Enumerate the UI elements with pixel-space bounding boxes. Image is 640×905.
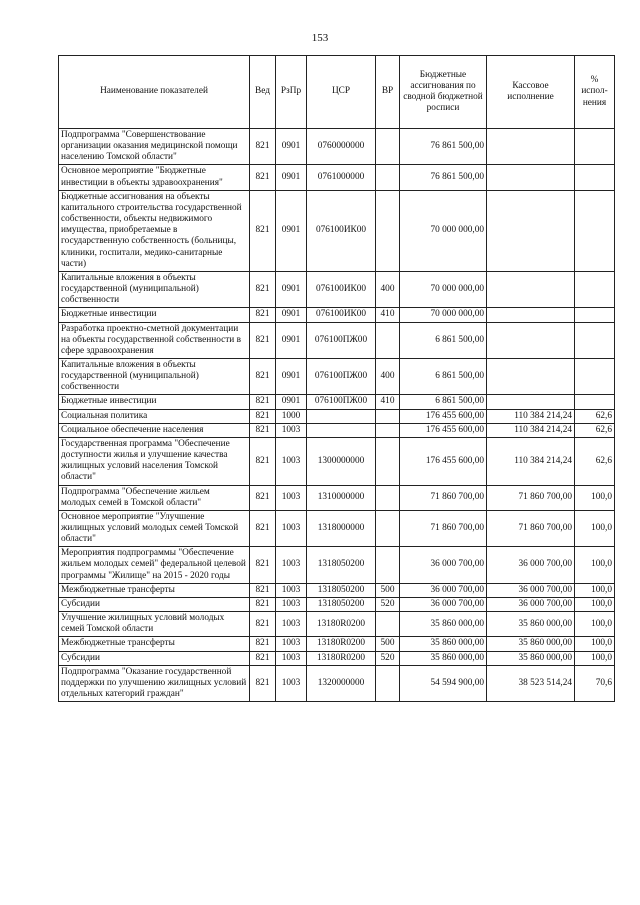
row-csr: 1310000000 bbox=[307, 485, 376, 510]
table-row bbox=[59, 651, 615, 665]
row-vr: 500 bbox=[376, 637, 400, 651]
table-row bbox=[59, 547, 615, 583]
row-csr: 076100ПЖ00 bbox=[307, 395, 376, 409]
row-cash: 110 384 214,24 bbox=[487, 437, 575, 485]
row-ved: 821 bbox=[250, 583, 276, 597]
row-allocations: 176 455 600,00 bbox=[400, 437, 487, 485]
row-vr: 520 bbox=[376, 597, 400, 611]
row-pct bbox=[575, 358, 615, 394]
row-csr: 13180R0200 bbox=[307, 612, 376, 637]
table-row bbox=[59, 395, 615, 409]
row-vr bbox=[376, 423, 400, 437]
row-name: Бюджетные ассигнования на объекты капитального строительства государственной собственности, объекты недвижимого имущества, приобретаемые в государственную собственность (больницы, клиники, госпитали, медико-санитарные части) bbox=[59, 190, 250, 271]
row-rzpr: 1003 bbox=[276, 437, 307, 485]
budget-table bbox=[58, 55, 615, 702]
row-allocations: 176 455 600,00 bbox=[400, 423, 487, 437]
row-name: Бюджетные инвестиции bbox=[59, 395, 250, 409]
row-csr: 1320000000 bbox=[307, 665, 376, 701]
header-csr: ЦСР bbox=[307, 56, 376, 129]
row-cash bbox=[487, 165, 575, 190]
table-row bbox=[59, 510, 615, 546]
row-csr: 13180R0200 bbox=[307, 637, 376, 651]
row-name: Социальное обеспечение населения bbox=[59, 423, 250, 437]
table-row bbox=[59, 597, 615, 611]
row-vr bbox=[376, 190, 400, 271]
row-ved: 821 bbox=[250, 423, 276, 437]
row-name: Субсидии bbox=[59, 597, 250, 611]
row-allocations: 71 860 700,00 bbox=[400, 510, 487, 546]
row-rzpr: 1003 bbox=[276, 423, 307, 437]
row-allocations: 36 000 700,00 bbox=[400, 597, 487, 611]
row-name: Основное мероприятие "Бюджетные инвестиции в объекты здравоохранения" bbox=[59, 165, 250, 190]
row-pct: 100,0 bbox=[575, 547, 615, 583]
row-rzpr: 1003 bbox=[276, 637, 307, 651]
row-cash bbox=[487, 358, 575, 394]
row-pct bbox=[575, 308, 615, 322]
row-rzpr: 1003 bbox=[276, 612, 307, 637]
row-ved: 821 bbox=[250, 437, 276, 485]
row-ved: 821 bbox=[250, 597, 276, 611]
row-rzpr: 0901 bbox=[276, 165, 307, 190]
row-pct: 100,0 bbox=[575, 510, 615, 546]
row-ved: 821 bbox=[250, 510, 276, 546]
table-row bbox=[59, 485, 615, 510]
row-vr bbox=[376, 485, 400, 510]
row-allocations: 70 000 000,00 bbox=[400, 308, 487, 322]
row-csr: 0761000000 bbox=[307, 165, 376, 190]
row-vr: 410 bbox=[376, 308, 400, 322]
row-pct: 70,6 bbox=[575, 665, 615, 701]
row-rzpr: 1003 bbox=[276, 651, 307, 665]
row-rzpr: 0901 bbox=[276, 308, 307, 322]
row-ved: 821 bbox=[250, 651, 276, 665]
row-allocations: 35 860 000,00 bbox=[400, 651, 487, 665]
row-rzpr: 1003 bbox=[276, 583, 307, 597]
row-name: Межбюджетные трансферты bbox=[59, 637, 250, 651]
row-cash bbox=[487, 190, 575, 271]
table-row bbox=[59, 165, 615, 190]
table-row bbox=[59, 322, 615, 358]
row-ved: 821 bbox=[250, 322, 276, 358]
row-name: Социальная политика bbox=[59, 409, 250, 423]
row-cash bbox=[487, 322, 575, 358]
row-allocations: 54 594 900,00 bbox=[400, 665, 487, 701]
row-rzpr: 0901 bbox=[276, 190, 307, 271]
row-csr bbox=[307, 409, 376, 423]
row-cash: 110 384 214,24 bbox=[487, 409, 575, 423]
row-ved: 821 bbox=[250, 271, 276, 307]
row-name: Подпрограмма "Оказание государственной поддержки по улучшению жилищных условий отдельных категорий граждан" bbox=[59, 665, 250, 701]
table-row bbox=[59, 423, 615, 437]
row-ved: 821 bbox=[250, 485, 276, 510]
row-name: Подпрограмма "Обеспечение жильем молодых семей в Томской области" bbox=[59, 485, 250, 510]
table-row bbox=[59, 612, 615, 637]
row-allocations: 6 861 500,00 bbox=[400, 395, 487, 409]
table-row bbox=[59, 308, 615, 322]
row-vr: 400 bbox=[376, 271, 400, 307]
row-allocations: 70 000 000,00 bbox=[400, 190, 487, 271]
header-ved: Вед bbox=[250, 56, 276, 129]
row-name: Капитальные вложения в объекты государственной (муниципальной) собственности bbox=[59, 271, 250, 307]
row-ved: 821 bbox=[250, 308, 276, 322]
row-vr bbox=[376, 129, 400, 165]
row-ved: 821 bbox=[250, 129, 276, 165]
row-allocations: 35 860 000,00 bbox=[400, 612, 487, 637]
row-rzpr: 0901 bbox=[276, 395, 307, 409]
row-pct: 100,0 bbox=[575, 612, 615, 637]
row-cash: 36 000 700,00 bbox=[487, 547, 575, 583]
row-csr: 076100ПЖ00 bbox=[307, 322, 376, 358]
row-name: Бюджетные инвестиции bbox=[59, 308, 250, 322]
row-cash: 71 860 700,00 bbox=[487, 485, 575, 510]
row-cash: 36 000 700,00 bbox=[487, 583, 575, 597]
row-csr: 1318000000 bbox=[307, 510, 376, 546]
table-row bbox=[59, 437, 615, 485]
row-pct bbox=[575, 165, 615, 190]
row-rzpr: 0901 bbox=[276, 271, 307, 307]
row-csr: 076100ИК00 bbox=[307, 190, 376, 271]
row-ved: 821 bbox=[250, 190, 276, 271]
row-csr: 076100ИК00 bbox=[307, 271, 376, 307]
row-pct: 100,0 bbox=[575, 597, 615, 611]
header-pct: % испол-нения bbox=[575, 56, 615, 129]
row-name: Разработка проектно-сметной документации на объекты государственной собственности в сфере здравоохранения bbox=[59, 322, 250, 358]
row-rzpr: 0901 bbox=[276, 358, 307, 394]
row-csr: 0760000000 bbox=[307, 129, 376, 165]
row-pct bbox=[575, 395, 615, 409]
row-pct bbox=[575, 322, 615, 358]
row-vr: 400 bbox=[376, 358, 400, 394]
row-vr bbox=[376, 409, 400, 423]
row-cash: 35 860 000,00 bbox=[487, 612, 575, 637]
row-csr: 1300000000 bbox=[307, 437, 376, 485]
row-name: Государственная программа "Обеспечение доступности жилья и улучшение качества жилищных условий населения Томской области" bbox=[59, 437, 250, 485]
row-rzpr: 1003 bbox=[276, 510, 307, 546]
row-allocations: 36 000 700,00 bbox=[400, 547, 487, 583]
row-cash: 71 860 700,00 bbox=[487, 510, 575, 546]
row-pct: 62,6 bbox=[575, 437, 615, 485]
page-number: 153 bbox=[311, 32, 329, 44]
row-vr bbox=[376, 665, 400, 701]
row-name: Основное мероприятие "Улучшение жилищных условий молодых семей Томской области" bbox=[59, 510, 250, 546]
row-ved: 821 bbox=[250, 637, 276, 651]
row-name: Капитальные вложения в объекты государственной (муниципальной) собственности bbox=[59, 358, 250, 394]
row-name: Подпрограмма "Совершенствование организации оказания медицинской помощи населению Томской области" bbox=[59, 129, 250, 165]
table-row bbox=[59, 358, 615, 394]
row-csr bbox=[307, 423, 376, 437]
row-cash bbox=[487, 271, 575, 307]
row-ved: 821 bbox=[250, 358, 276, 394]
table-row bbox=[59, 409, 615, 423]
row-vr bbox=[376, 612, 400, 637]
row-rzpr: 1000 bbox=[276, 409, 307, 423]
row-name: Субсидии bbox=[59, 651, 250, 665]
row-allocations: 70 000 000,00 bbox=[400, 271, 487, 307]
row-pct: 62,6 bbox=[575, 409, 615, 423]
row-name: Межбюджетные трансферты bbox=[59, 583, 250, 597]
table-row bbox=[59, 665, 615, 701]
row-csr: 1318050200 bbox=[307, 547, 376, 583]
row-pct: 100,0 bbox=[575, 651, 615, 665]
row-ved: 821 bbox=[250, 547, 276, 583]
row-csr: 076100ПЖ00 bbox=[307, 358, 376, 394]
row-cash bbox=[487, 395, 575, 409]
row-allocations: 36 000 700,00 bbox=[400, 583, 487, 597]
row-cash bbox=[487, 129, 575, 165]
row-rzpr: 1003 bbox=[276, 597, 307, 611]
header-rzpr: РзПр bbox=[276, 56, 307, 129]
row-csr: 076100ИК00 bbox=[307, 308, 376, 322]
row-ved: 821 bbox=[250, 165, 276, 190]
row-vr bbox=[376, 165, 400, 190]
row-cash: 35 860 000,00 bbox=[487, 637, 575, 651]
row-csr: 1318050200 bbox=[307, 597, 376, 611]
row-cash: 36 000 700,00 bbox=[487, 597, 575, 611]
row-vr: 500 bbox=[376, 583, 400, 597]
row-vr bbox=[376, 437, 400, 485]
row-csr: 13180R0200 bbox=[307, 651, 376, 665]
row-csr: 1318050200 bbox=[307, 583, 376, 597]
row-vr: 410 bbox=[376, 395, 400, 409]
header-vr: ВР bbox=[376, 56, 400, 129]
row-rzpr: 1003 bbox=[276, 665, 307, 701]
row-allocations: 76 861 500,00 bbox=[400, 129, 487, 165]
table-row bbox=[59, 129, 615, 165]
row-pct: 100,0 bbox=[575, 637, 615, 651]
row-allocations: 6 861 500,00 bbox=[400, 358, 487, 394]
row-vr: 520 bbox=[376, 651, 400, 665]
row-name: Улучшение жилищных условий молодых семей Томской области bbox=[59, 612, 250, 637]
row-ved: 821 bbox=[250, 409, 276, 423]
row-pct: 100,0 bbox=[575, 485, 615, 510]
row-pct: 100,0 bbox=[575, 583, 615, 597]
header-allocations: Бюджетные ассигнования по сводной бюджетной росписи bbox=[400, 56, 487, 129]
row-cash: 110 384 214,24 bbox=[487, 423, 575, 437]
row-allocations: 35 860 000,00 bbox=[400, 637, 487, 651]
table-row bbox=[59, 583, 615, 597]
row-rzpr: 1003 bbox=[276, 485, 307, 510]
row-rzpr: 1003 bbox=[276, 547, 307, 583]
row-name: Мероприятия подпрограммы "Обеспечение жильем молодых семей" федеральной целевой программы "Жилище" на 2015 - 2020 годы bbox=[59, 547, 250, 583]
row-allocations: 176 455 600,00 bbox=[400, 409, 487, 423]
header-name: Наименование показателей bbox=[59, 56, 250, 129]
table-row bbox=[59, 637, 615, 651]
row-rzpr: 0901 bbox=[276, 129, 307, 165]
row-rzpr: 0901 bbox=[276, 322, 307, 358]
row-cash: 35 860 000,00 bbox=[487, 651, 575, 665]
row-cash: 38 523 514,24 bbox=[487, 665, 575, 701]
table-row bbox=[59, 271, 615, 307]
row-allocations: 6 861 500,00 bbox=[400, 322, 487, 358]
row-pct bbox=[575, 190, 615, 271]
row-pct: 62,6 bbox=[575, 423, 615, 437]
row-allocations: 76 861 500,00 bbox=[400, 165, 487, 190]
row-pct bbox=[575, 271, 615, 307]
row-cash bbox=[487, 308, 575, 322]
row-pct bbox=[575, 129, 615, 165]
row-vr bbox=[376, 322, 400, 358]
row-vr bbox=[376, 510, 400, 546]
row-ved: 821 bbox=[250, 665, 276, 701]
row-allocations: 71 860 700,00 bbox=[400, 485, 487, 510]
header-cash: Кассовое исполнение bbox=[487, 56, 575, 129]
table-row bbox=[59, 190, 615, 271]
row-vr bbox=[376, 547, 400, 583]
row-ved: 821 bbox=[250, 395, 276, 409]
row-ved: 821 bbox=[250, 612, 276, 637]
header-row bbox=[59, 56, 615, 129]
